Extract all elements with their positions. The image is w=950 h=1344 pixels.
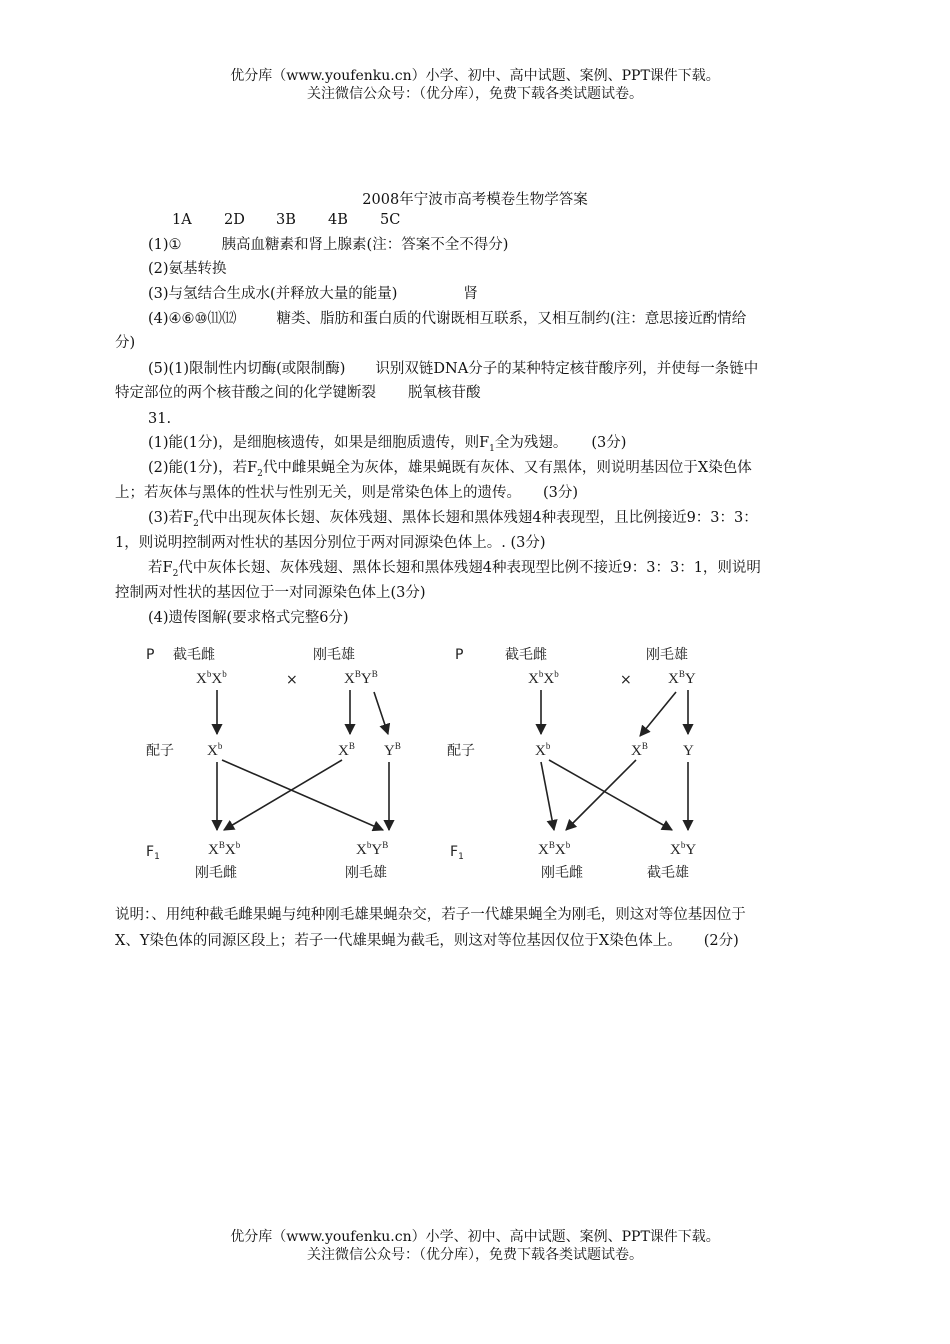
q30-part4-text: 糖类、脂肪和蛋白质的代谢既相互联系，又相互制约(注：意思接近酌情给 xyxy=(276,311,747,327)
arrow xyxy=(640,692,676,736)
q30-part4-cont: 分) xyxy=(115,335,136,351)
arrow xyxy=(224,760,342,830)
label-gametes: 配子 xyxy=(447,743,475,759)
q31-a1-score: (3分) xyxy=(591,435,627,451)
left-cross xyxy=(146,646,401,881)
q30-part4 xyxy=(148,310,898,329)
q30-part5-label: (5)(1)限制性内切酶(或限制酶) xyxy=(148,361,346,377)
left-gamete-YB: $Y^B$ xyxy=(384,741,401,759)
q31-a2-score: (3分) xyxy=(543,485,579,501)
q31-answer4: (4)遗传图解(要求格式完整6分) xyxy=(148,610,349,626)
q31-a2-text: (2)能(1分)，若F xyxy=(148,460,258,476)
q31-answer3b xyxy=(148,559,898,584)
arrow xyxy=(374,692,388,734)
mc-answers xyxy=(172,211,922,230)
q31-answer2-cont xyxy=(115,484,865,503)
q31-a3b-sub: 2 xyxy=(172,568,179,579)
label-p: P xyxy=(146,647,155,663)
q31-a1-text: (1)能(1分)，是细胞核遗传，如果是细胞质遗传，则F xyxy=(148,435,490,451)
explanation-score: (2分) xyxy=(703,933,739,949)
left-male-label: 刚毛雄 xyxy=(313,647,355,663)
left-female-genotype: $X^bX^b$ xyxy=(196,669,227,687)
q30-part1-label: (1)① xyxy=(148,237,182,253)
q31-answer3-cont: 1，则说明控制两对性状的基因分别位于两对同源染色体上。. (3分) xyxy=(115,535,546,551)
mc-answer: 4B xyxy=(328,212,348,228)
q30-part3-label: (3)与氢结合生成水(并释放大量的能量) xyxy=(148,286,398,302)
right-gamete-xb: $X^b$ xyxy=(535,741,551,759)
arrow xyxy=(549,760,672,830)
q31-answer2 xyxy=(148,459,898,484)
q30-part4-label: (4)④⑥⑩⑾⑿ xyxy=(148,311,237,327)
label-f1: $F_1$ xyxy=(450,844,464,862)
explanation-line-2-text: X、Y染色体的同源区段上；若子一代雄果蝇为截毛，则这对等位基因仅位于X染色体上。 xyxy=(115,933,682,949)
q30-part5-text: 识别双链DNA分子的某种特定核苷酸序列，并使每一条链中 xyxy=(375,361,759,377)
left-gamete-xb: $X^b$ xyxy=(207,741,223,759)
q31-a1-text-b: 全为残翅。 xyxy=(494,435,568,451)
cross-symbol: × xyxy=(286,672,298,688)
mc-answer: 3B xyxy=(276,212,296,228)
q31-a2-sub: 2 xyxy=(257,468,263,479)
left-offspring-female-genotype: $X^BX^b$ xyxy=(208,840,241,858)
q30-part2: (2)氨基转换 xyxy=(148,261,227,277)
footer-line-1: 优分库（www.youfenku.cn）小学、初中、高中试题、案例、PPT课件下载。 xyxy=(230,1229,720,1245)
right-cross xyxy=(447,646,696,881)
arrow xyxy=(541,762,554,830)
header-line-1: 优分库（www.youfenku.cn）小学、初中、高中试题、案例、PPT课件下载。 xyxy=(230,68,720,84)
q30-part5-cont-a: 特定部位的两个核苷酸之间的化学键断裂 xyxy=(115,385,376,401)
q31-a3-text: (3)若F xyxy=(148,510,194,526)
q30-part5-cont xyxy=(115,384,865,403)
label-f1: $F_1$ xyxy=(146,844,160,862)
mc-answer: 5C xyxy=(380,212,401,228)
label-p: P xyxy=(455,647,464,663)
q30-part5 xyxy=(148,360,898,379)
page-title: 2008年宁波市高考模卷生物学答案 xyxy=(362,192,588,208)
q30-part3-text: 肾 xyxy=(463,286,478,302)
q31-answer1 xyxy=(148,434,898,459)
right-offspring-male-genotype: $X^bY$ xyxy=(670,840,697,858)
right-female-genotype: $X^bX^b$ xyxy=(528,669,559,687)
q31-answer3b-cont: 控制两对性状的基因位于一对同源染色体上(3分) xyxy=(115,585,426,601)
left-gamete-XB: $X^B$ xyxy=(338,741,355,759)
mc-answer: 1A xyxy=(172,212,192,228)
right-offspring-female-label: 刚毛雌 xyxy=(541,865,583,881)
left-offspring-male-genotype: $X^bY^B$ xyxy=(356,840,389,858)
right-gamete-Y: Y xyxy=(683,743,694,759)
right-offspring-female-genotype: $X^BX^b$ xyxy=(538,840,571,858)
q30-part1-text: 胰高血糖素和肾上腺素(注：答案不全不得分) xyxy=(221,237,509,253)
q31-a2-cont: 上；若灰体与黑体的性状与性别无关，则是常染色体上的遗传。 xyxy=(115,485,521,501)
q31-a1-sub: 1 xyxy=(489,443,495,454)
right-male-label: 刚毛雄 xyxy=(646,647,688,663)
left-male-genotype: $X^BY^B$ xyxy=(344,669,378,687)
label-gametes: 配子 xyxy=(146,743,174,759)
right-male-genotype: $X^BY$ xyxy=(668,669,696,687)
q31-a2-text-b: 代中雌果蝇全为灰体，雄果蝇既有灰体、又有黑体，则说明基因位于X染色体 xyxy=(262,460,752,476)
q31-a3-text-b: 代中出现灰体长翅、灰体残翅、黑体长翅和黑体残翅4种表现型，且比例接近9：3：3： xyxy=(198,510,758,526)
arrow xyxy=(222,760,383,830)
footer-line-2: 关注微信公众号：（优分库），免费下载各类试题试卷。 xyxy=(307,1247,643,1263)
q30-part5-cont-b: 脱氧核苷酸 xyxy=(408,385,481,401)
left-offspring-male-label: 刚毛雄 xyxy=(345,865,387,881)
q31-a3-sub: 2 xyxy=(193,518,199,529)
explanation-line-1: 说明：、用纯种截毛雌果蝇与纯种刚毛雄果蝇杂交，若子一代雄果蝇全为刚毛，则这对等位基因位于 xyxy=(115,907,746,923)
left-offspring-female-label: 刚毛雌 xyxy=(195,865,237,881)
right-offspring-male-label: 截毛雄 xyxy=(647,865,689,881)
q31-answer3 xyxy=(148,509,898,534)
arrow xyxy=(566,760,636,830)
q31-number: 31. xyxy=(148,411,172,427)
genetic-diagram xyxy=(0,632,950,902)
q30-part3 xyxy=(148,285,898,304)
q31-a3b-text-b: 代中灰体长翅、灰体残翅、黑体长翅和黑体残翅4种表现型比例不接近9：3：3：1，则说明 xyxy=(178,560,761,576)
right-gamete-XB: $X^B$ xyxy=(631,741,648,759)
right-female-label: 截毛雌 xyxy=(505,647,547,663)
q30-part1 xyxy=(148,236,898,255)
q31-a3b-text: 若F xyxy=(148,560,173,576)
left-female-label: 截毛雌 xyxy=(173,647,215,663)
cross-symbol: × xyxy=(620,672,632,688)
header-line-2: 关注微信公众号：（优分库），免费下载各类试题试卷。 xyxy=(307,86,643,102)
explanation-line-2 xyxy=(115,932,865,951)
mc-answer: 2D xyxy=(224,212,245,228)
